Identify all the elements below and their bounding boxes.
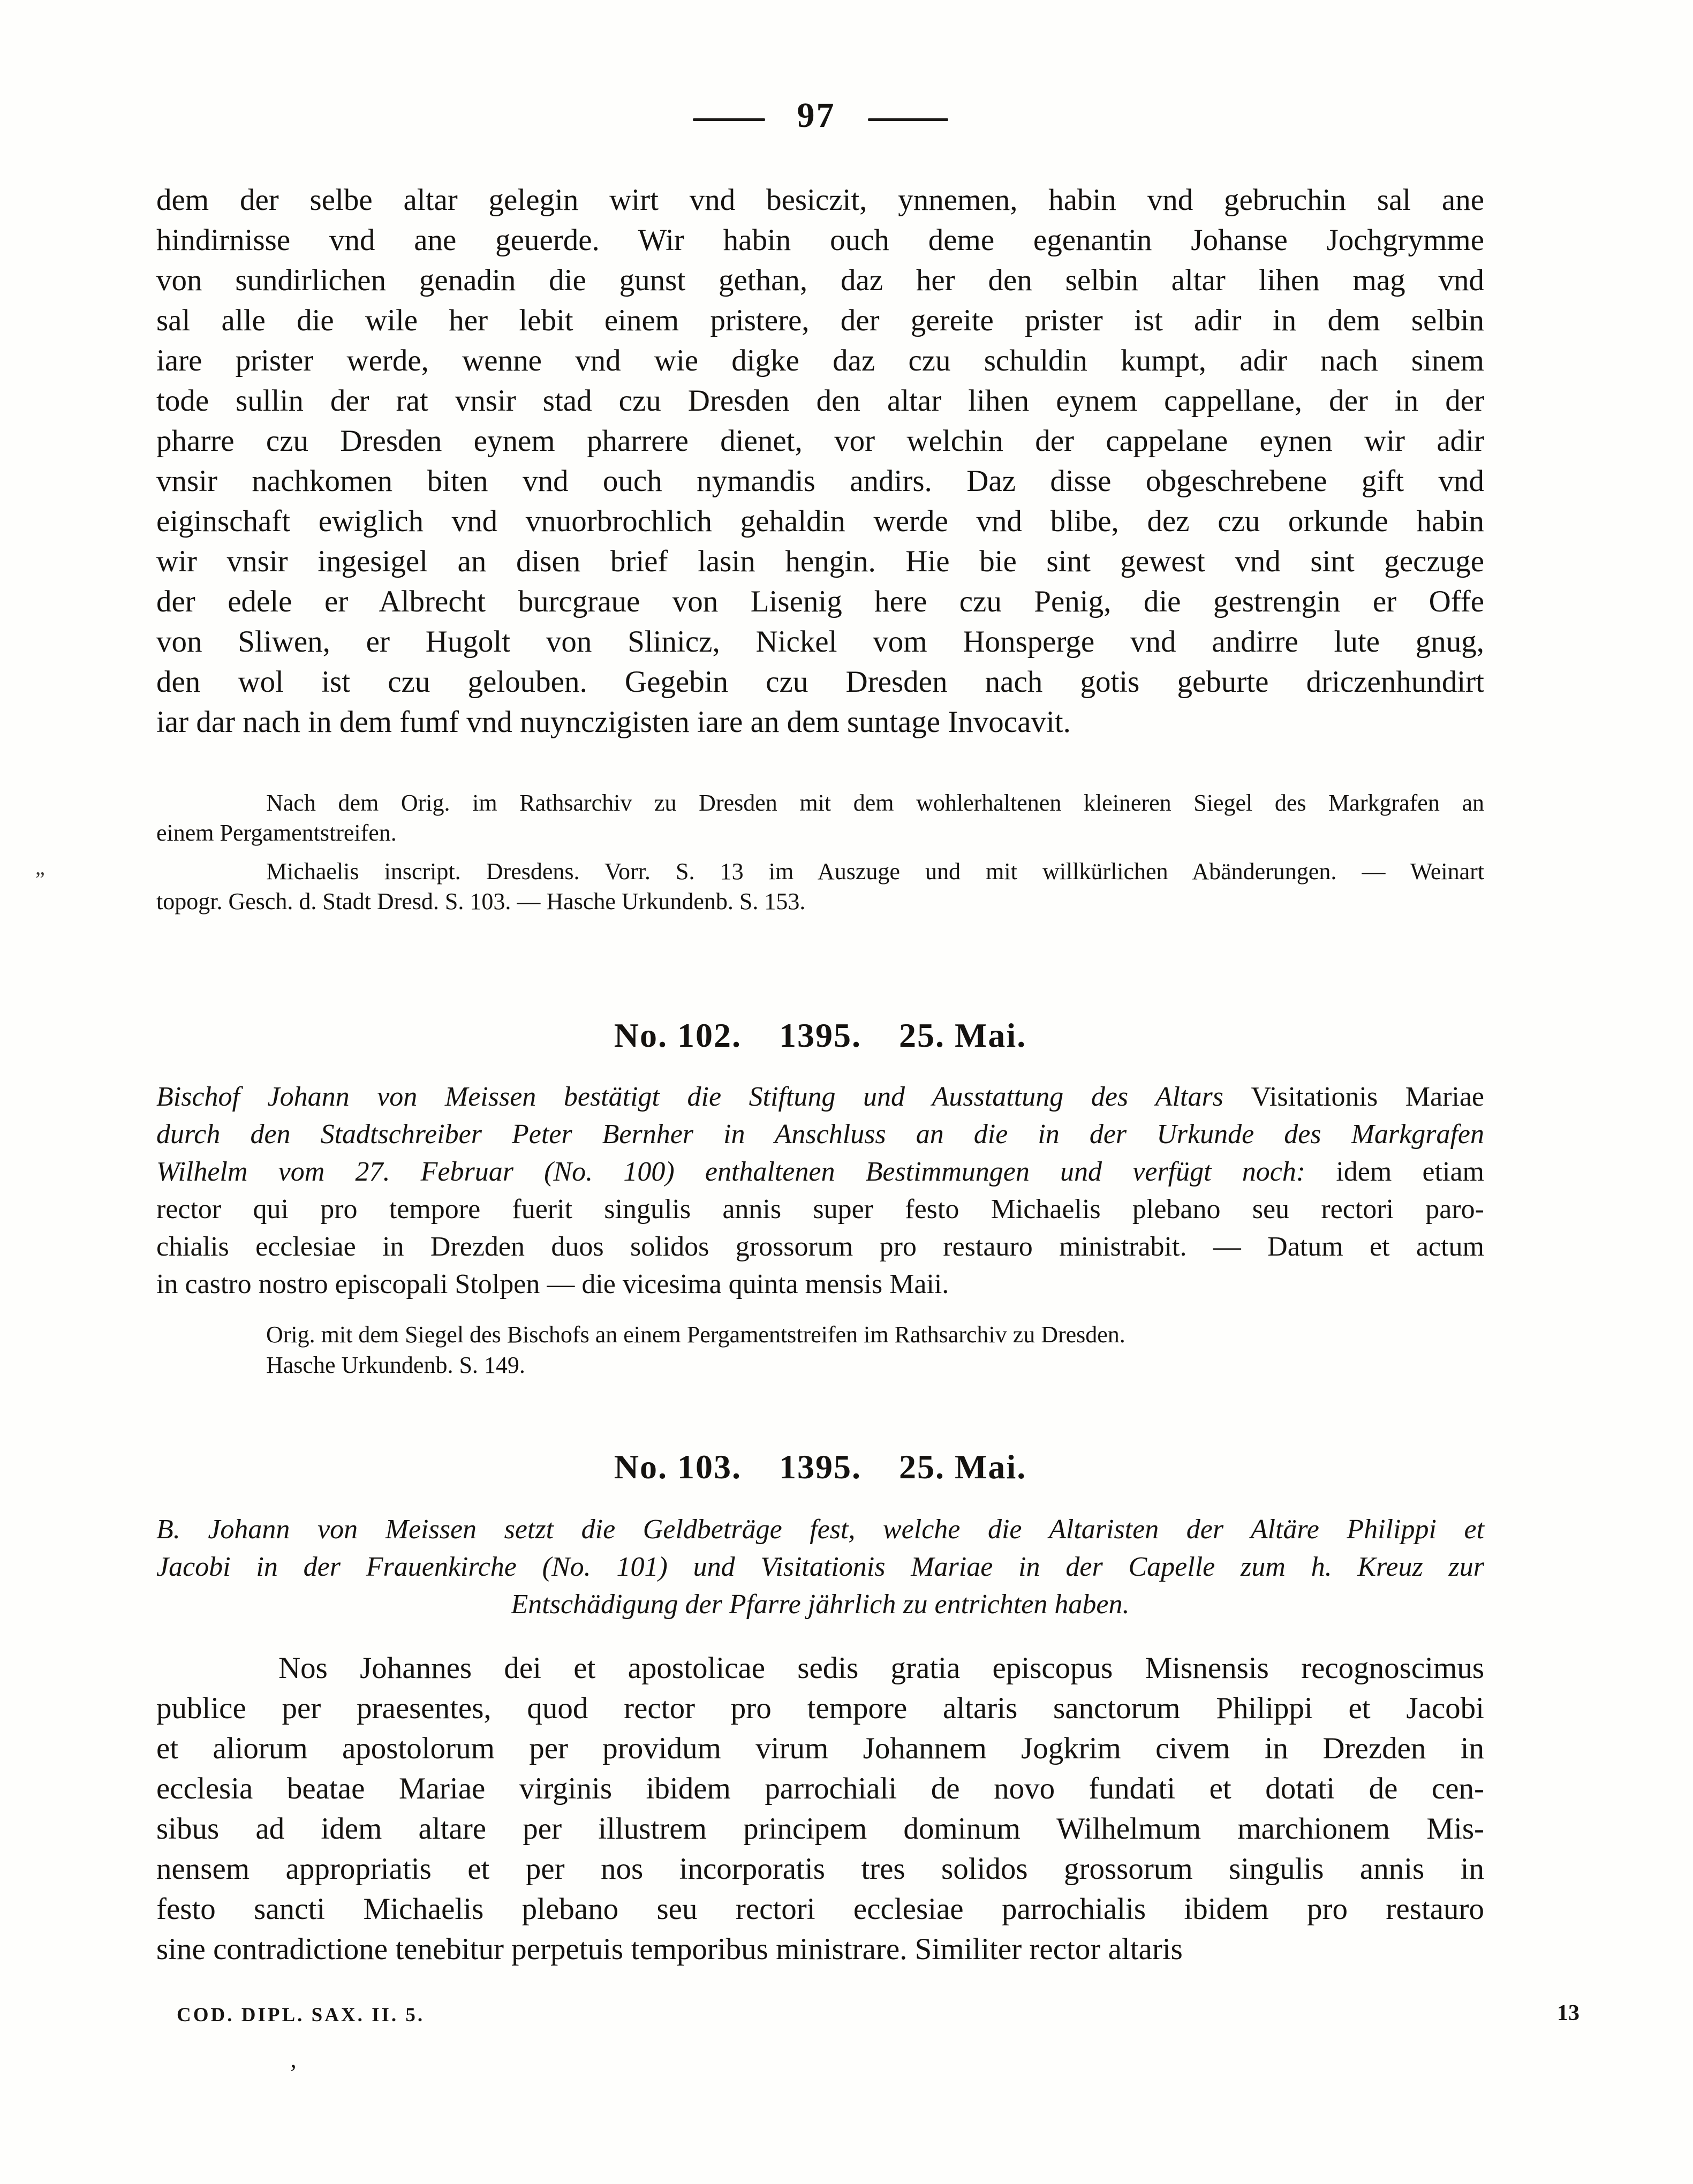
text-line: wir vnsir ingesigel an disen brief lasin hengin. Hie bie sint gewest vnd sint geczuge	[156, 545, 1484, 578]
text-line: et aliorum apostolorum per providum virum Johannem Jogkrim civem in Drezden in	[156, 1732, 1484, 1765]
roman-text-segment: idem etiam	[1336, 1157, 1484, 1187]
text-line: festo sancti Michaelis plebano seu rectori ecclesiae parrochialis ibidem pro restauro	[156, 1892, 1484, 1926]
text-line	[156, 1548, 1484, 1586]
charter-103-body-text	[156, 1648, 1484, 1969]
charter-102-year: 1395.	[779, 1016, 862, 1054]
italic-text-segment: Jacobi in der Frauenkirche (No. 101) und Visitationis Mariae in der Capelle zum h. Kreuz zur	[156, 1552, 1484, 1582]
text-line: dem der selbe altar gelegin wirt vnd besiczit, ynnemen, habin vnd gebruchin sal ane	[156, 183, 1484, 217]
charter-103-number: No. 103.	[614, 1448, 742, 1486]
text-line: topogr. Gesch. d. Stadt Dresd. S. 103. — Hasche Urkundenb. S. 153.	[156, 888, 806, 915]
italic-text-segment: Entschädigung der Pfarre jährlich zu entrichten haben.	[511, 1589, 1130, 1620]
charter-101-body-text	[156, 180, 1484, 742]
text-line: sine contradictione tenebitur perpetuis temporibus ministrare. Similiter rector altaris	[156, 1932, 1183, 1966]
header-rule-right	[868, 118, 948, 121]
charter-102-date: 25. Mai.	[899, 1016, 1027, 1054]
text-line: iare prister werde, wenne vnd wie digke daz czu schuldin kumpt, adir nach sinem	[156, 344, 1484, 377]
text-line: ecclesia beatae Mariae virginis ibidem parrochiali de novo fundati et dotati de cen-	[156, 1772, 1484, 1805]
text-line: einem Pergamentstreifen.	[156, 820, 397, 846]
text-line	[156, 1191, 1484, 1228]
italic-text-segment: Bischof Johann von Meissen bestätigt die Stiftung und Ausstattung des Altars	[156, 1082, 1251, 1112]
text-line: von sundirlichen genadin die gunst gethan, daz her den selbin altar lihen mag vnd	[156, 263, 1484, 297]
text-line: vnsir nachkomen biten vnd ouch nymandis andirs. Daz disse obgeschrebene gift vnd	[156, 464, 1484, 498]
text-line: hindirnisse vnd ane geuerde. Wir habin ouch deme egenantin Johanse Jochgrymme	[156, 223, 1484, 257]
sheet-signature: 13	[1557, 2001, 1579, 2026]
text-line: Orig. mit dem Siegel des Bischofs an einem Pergamentstreifen im Rathsarchiv zu Dresden.	[266, 1321, 1125, 1348]
text-line	[156, 1586, 1484, 1623]
text-line	[156, 1153, 1484, 1191]
text-line	[156, 1266, 1484, 1303]
charter-102-notes	[156, 1319, 1484, 1380]
text-line: tode sullin der rat vnsir stad czu Dresden den altar lihen eynem cappellane, der in der	[156, 384, 1484, 418]
text-line: eiginschaft ewiglich vnd vnuorbrochlich gehaldin werde vnd blibe, dez czu orkunde habin	[156, 504, 1484, 538]
italic-text-segment: B. Johann von Meissen setzt die Geldbeträge fest, welche die Altaristen der Altäre Philippi et	[156, 1514, 1484, 1545]
text-line: pharre czu Dresden eynem pharrere dienet, vor welchin der cappelane eynen wir adir	[156, 424, 1484, 458]
text-line: nensem appropriatis et per nos incorporatis tres solidos grossorum singulis annis in	[156, 1852, 1484, 1886]
text-line: Michaelis inscript. Dresdens. Vorr. S. 13 im Auszuge und mit willkürlichen Abänderungen. — Weinart	[266, 858, 1484, 885]
charter-103-heading	[156, 1446, 1484, 1488]
literature-note	[156, 857, 1484, 917]
roman-text-segment: rector qui pro tempore fuerit singulis annis super festo Michaelis plebano seu rectori paro-	[156, 1194, 1484, 1225]
roman-text-segment: Visitationis Mariae	[1251, 1082, 1485, 1112]
italic-text-segment: Wilhelm vom 27. Februar (No. 100) enthaltenen Bestimmungen und verfügt noch:	[156, 1157, 1336, 1187]
charter-102-heading	[156, 1014, 1484, 1057]
text-line: den wol ist czu gelouben. Gegebin czu Dresden nach gotis geburte driczenhundirt	[156, 665, 1484, 699]
text-line: Nos Johannes dei et apostolicae sedis gratia episcopus Misnensis recognoscimus	[278, 1651, 1484, 1685]
text-line	[156, 1228, 1484, 1266]
text-line: Hasche Urkundenb. S. 149.	[266, 1352, 525, 1378]
charter-103-date: 25. Mai.	[899, 1448, 1027, 1486]
text-line	[156, 1511, 1484, 1548]
page-header	[156, 0, 1484, 136]
text-line: sibus ad idem altare per illustrem principem dominum Wilhelmum marchionem Mis-	[156, 1812, 1484, 1846]
roman-text-segment: chialis ecclesiae in Drezden duos solidos grossorum pro restauro ministrabit. — Datum et actum	[156, 1231, 1484, 1262]
header-rule-left	[693, 118, 765, 121]
charter-103-summary	[156, 1511, 1484, 1623]
charter-102-number: No. 102.	[614, 1016, 742, 1054]
page-number: 97	[797, 96, 836, 135]
text-line: Nach dem Orig. im Rathsarchiv zu Dresden mit dem wohlerhaltenen kleineren Siegel des Markgrafen an	[266, 790, 1484, 816]
page-footer	[0, 2001, 1693, 2036]
roman-text-segment: in castro nostro episcopali Stolpen — die vicesima quinta mensis Maii.	[156, 1269, 949, 1299]
text-line: publice per praesentes, quod rector pro tempore altaris sanctorum Philippi et Jacobi	[156, 1691, 1484, 1725]
text-line	[156, 1116, 1484, 1153]
stray-ink-mark: ʼ	[289, 2059, 298, 2087]
text-line: iar dar nach in dem fumf vnd nuynczigisten iare an dem suntage Invocavit.	[156, 705, 1071, 739]
provenance-note	[156, 788, 1484, 848]
charter-102-summary	[156, 1078, 1484, 1303]
series-signature: COD. DIPL. SAX. II. 5.	[177, 2004, 425, 2026]
margin-ink-mark: „	[35, 855, 45, 879]
italic-text-segment: durch den Stadtschreiber Peter Bernher in Anschluss an die in der Urkunde des Markgrafen	[156, 1119, 1484, 1150]
charter-103-year: 1395.	[779, 1448, 862, 1486]
text-line	[156, 1078, 1484, 1116]
text-line: der edele er Albrecht burcgraue von Lisenig here czu Penig, die gestrengin er Offe	[156, 585, 1484, 618]
text-line: sal alle die wile her lebit einem pristere, der gereite prister ist adir in dem selbin	[156, 304, 1484, 337]
text-line: von Sliwen, er Hugolt von Slinicz, Nickel vom Honsperge vnd andirre lute gnug,	[156, 625, 1484, 659]
charter-101-notes	[156, 788, 1484, 917]
